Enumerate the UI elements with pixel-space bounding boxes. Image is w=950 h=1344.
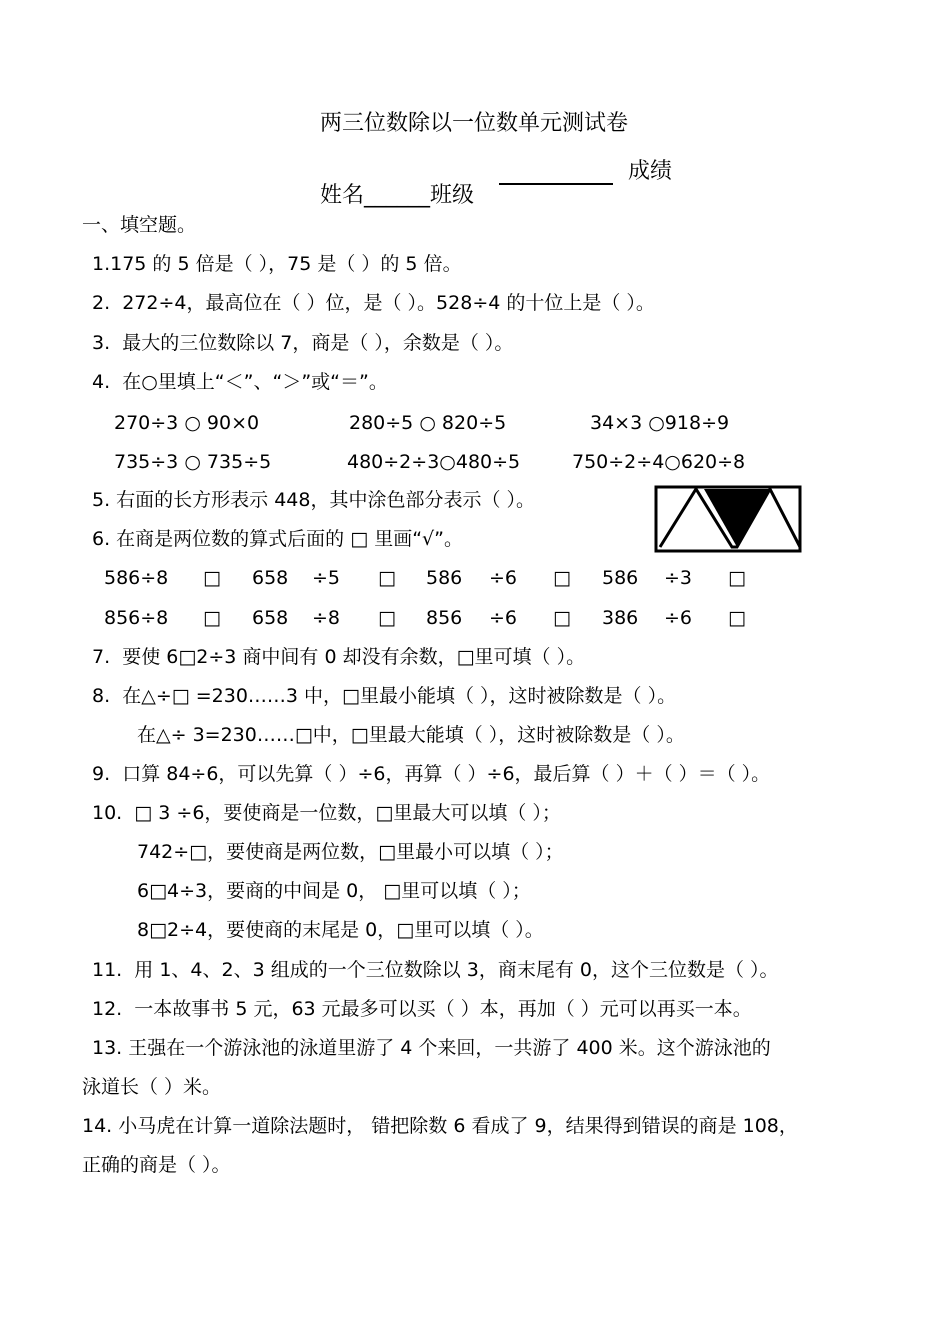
student-info-line [306,160,474,208]
expr-cell: 586÷8 [104,567,169,589]
question-9: 9. 口算 84÷6，可以先算（ ）÷6，再算（ ）÷6，最后算（ ）＋（ ）＝（ ）。 [92,763,771,785]
question-10-line2: 742÷□，要使商是两位数，□里最小可以填（ ）； [137,841,564,863]
question-1: 1.175 的 5 倍是（ ），75 是（ ）的 5 倍。 [92,253,462,275]
expr-cell: 586 [602,567,639,589]
compare-item: 34×3 ○918÷9 [590,412,730,434]
name-blank[interactable]: ______ [364,183,431,208]
class-label: 班级 [430,183,475,208]
checkbox[interactable]: □ [553,567,571,589]
name-label: 姓名 [320,183,365,208]
expr-cell: ÷6 [489,567,518,589]
checkbox[interactable]: □ [728,567,746,589]
checkbox[interactable]: □ [378,607,396,629]
question-13-line2: 泳道长（ ）米。 [82,1076,222,1098]
question-5: 5. 右面的长方形表示 448，其中涂色部分表示（ ）。 [92,489,536,511]
expr-cell: ÷3 [664,567,693,589]
expr-cell: ÷6 [664,607,693,629]
expr-cell: ÷8 [312,607,341,629]
question-8-line1: 8. 在△÷□ =230……3 中，□里最小能填（ ），这时被除数是（ ）。 [92,685,677,707]
expr-cell: 856÷8 [104,607,169,629]
compare-item: 270÷3 ○ 90×0 [114,412,260,434]
question-10-line3: 6□4÷3，要商的中间是 0， □里可以填（ ）； [137,880,531,902]
question-8-line2: 在△÷ 3=230……□中，□里最大能填（ ），这时被除数是（ ）。 [137,724,685,746]
page-title: 两三位数除以一位数单元测试卷 [320,111,629,136]
expr-cell: 658 [252,607,289,629]
question-11: 11. 用 1、4、2、3 组成的一个三位数除以 3，商末尾有 0，这个三位数是（ ）。 [92,959,779,981]
expr-cell: 586 [426,567,463,589]
compare-item: 750÷2÷4○620÷8 [572,451,746,473]
expr-cell: 658 [252,567,289,589]
question-6: 6. 在商是两位数的算式后面的 □ 里画“√”。 [92,528,463,550]
question-10-line4: 8□2÷4，要使商的末尾是 0，□里可以填（ ）。 [137,919,544,941]
checkbox[interactable]: □ [728,607,746,629]
checkbox[interactable]: □ [203,567,221,589]
checkbox[interactable]: □ [378,567,396,589]
question-14-line1: 14. 小马虎在计算一道除法题时， 错把除数 6 看成了 9，结果得到错误的商是 108， [82,1115,798,1137]
expr-cell: 386 [602,607,639,629]
compare-item: 480÷2÷3○480÷5 [347,451,521,473]
question-13-line1: 13. 王强在一个游泳池的泳道里游了 4 个来回，一共游了 400 米。这个游泳池的 [92,1037,771,1059]
question-14-line2: 正确的商是（ ）。 [82,1154,231,1176]
checkbox[interactable]: □ [553,607,571,629]
compare-item: 735÷3 ○ 735÷5 [114,451,272,473]
question-4: 4. 在○里填上“＜”、“＞”或“＝”。 [92,371,388,393]
question-7: 7. 要使 6□2÷3 商中间有 0 却没有余数，□里可填（ ）。 [92,646,586,668]
rectangle-figure [654,485,804,555]
compare-item: 280÷5 ○ 820÷5 [349,412,507,434]
section-heading: 一、填空题。 [82,214,197,236]
checkbox[interactable]: □ [203,607,221,629]
expr-cell: ÷5 [312,567,341,589]
expr-cell: ÷6 [489,607,518,629]
class-blank[interactable] [499,163,613,185]
question-10-line1: 10. □ 3 ÷6，要使商是一位数，□里最大可以填（ ）； [92,802,561,824]
expr-cell: 856 [426,607,463,629]
score-label: 成绩 [628,159,673,184]
question-3: 3. 最大的三位数除以 7，商是（ ），余数是（ ）。 [92,332,514,354]
question-12: 12. 一本故事书 5 元，63 元最多可以买（ ）本，再加（ ）元可以再买一本。 [92,998,752,1020]
question-2: 2. 272÷4，最高位在（ ）位，是（ ）。528÷4 的十位上是（ ）。 [92,292,655,314]
